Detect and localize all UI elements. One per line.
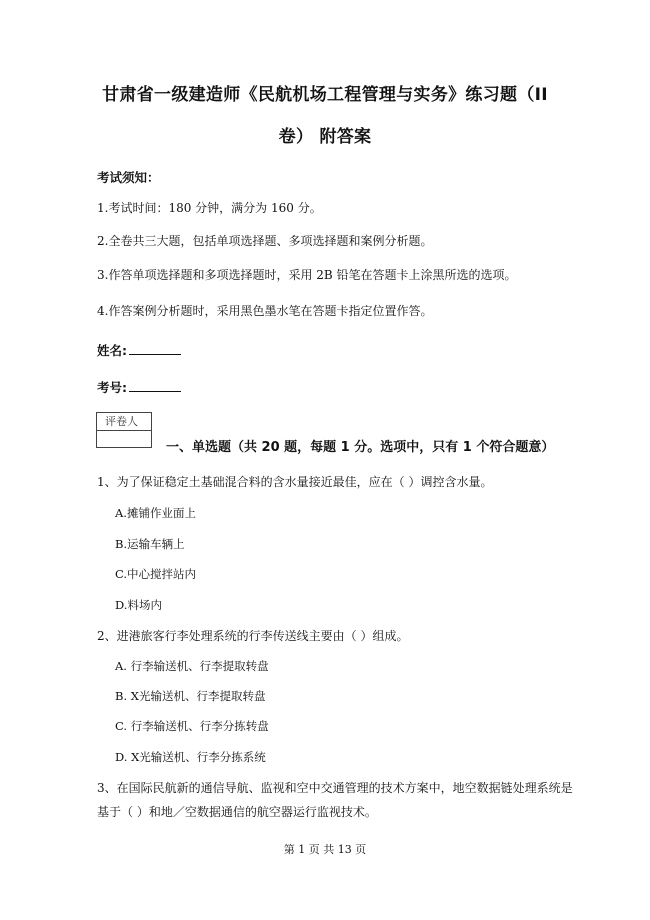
notice-item: 2.全卷共三大题，包括单项选择题、多项选择题和案例分析题。 [97,234,433,248]
question-2-text: 2、进港旅客行李处理系统的行李传送线主要由（ ）组成。 [97,629,409,643]
question-1-option-b: B.运输车辆上 [115,537,185,551]
question-3-text-line-1: 3、在国际民航新的通信导航、监视和空中交通管理的技术方案中，地空数据链处理系统是 [97,781,573,795]
question-1-option-a: A.摊铺作业面上 [115,506,196,520]
name-field [97,341,181,359]
page-footer: 第 1 页 共 13 页 [283,843,367,856]
question-1-option-c: C.中心搅拌站内 [115,567,197,581]
notice-item: 1.考试时间：180 分钟，满分为 160 分。 [97,201,322,215]
exam-id-blank-line[interactable] [129,379,181,392]
grader-box [96,412,152,448]
exam-id-field [97,378,181,396]
question-2-option-a: A. 行李输送机、行李提取转盘 [115,659,269,673]
grader-label: 评卷人 [97,413,151,431]
question-3-text-line-2: 基于（ ）和地／空数据通信的航空器运行监视技术。 [97,805,377,819]
exam-id-label: 考号: [97,380,127,395]
name-label: 姓名: [97,343,127,358]
question-1-text: 1、为了保证稳定土基础混合料的含水量接近最佳，应在（ ）调控含水量。 [97,475,493,489]
question-2-option-b: B. X光输送机、行李提取转盘 [115,689,266,703]
document-title-line-2: 卷） 附答案 [278,127,372,147]
exam-notice-heading: 考试须知： [97,170,160,185]
name-blank-line[interactable] [129,342,181,355]
question-2-option-d: D. X光输送机、行李分拣系统 [115,750,266,764]
document-title-line-1: 甘肃省一级建造师《民航机场工程管理与实务》练习题（II [102,85,548,105]
notice-item: 4.作答案例分析题时，采用黑色墨水笔在答题卡指定位置作答。 [97,304,433,318]
question-1-option-d: D.料场内 [115,598,162,612]
notice-item: 3.作答单项选择题和多项选择题时，采用 2B 铅笔在答题卡上涂黑所选的选项。 [97,268,517,282]
question-2-option-c: C. 行李输送机、行李分拣转盘 [115,719,269,733]
section-title: 一、单选题（共 20 题，每题 1 分。选项中，只有 1 个符合题意） [166,440,555,455]
